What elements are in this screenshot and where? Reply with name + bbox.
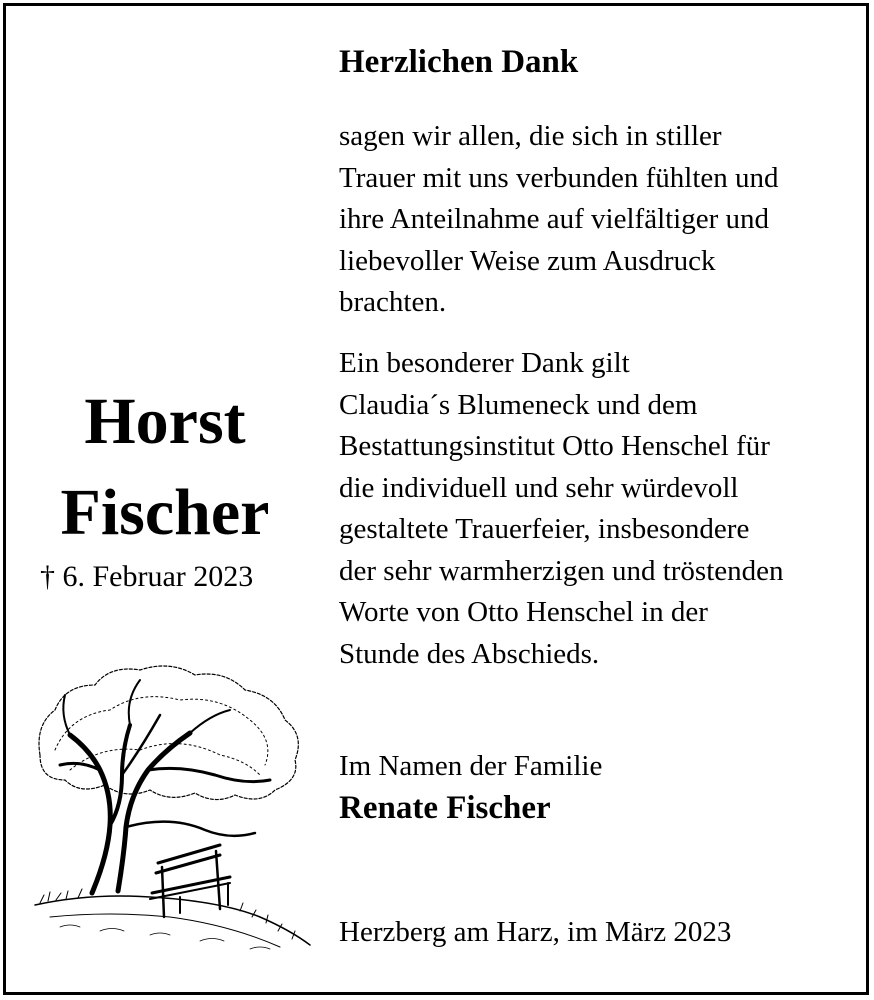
tree-with-bench-icon bbox=[30, 655, 320, 965]
thanks-heading: Herzlichen Dank bbox=[339, 44, 579, 80]
text-line: ihre Anteilnahme auf vielfältiger und bbox=[339, 203, 770, 235]
text-line: brachten. bbox=[339, 286, 447, 318]
text-line: Claudia´s Blumeneck und dem bbox=[339, 388, 698, 421]
text-line: Ein besonderer Dank gilt bbox=[339, 347, 630, 379]
deceased-first-name: Horst bbox=[84, 385, 246, 458]
deceased-last-name: Fischer bbox=[60, 476, 270, 549]
death-date: † 6. Februar 2023 bbox=[40, 560, 254, 593]
text-line: liebevoller Weise zum Ausdruck bbox=[339, 244, 716, 277]
place-and-date: Herzberg am Harz, im März 2023 bbox=[339, 916, 732, 948]
text-line: Worte von Otto Henschel in der bbox=[339, 596, 708, 628]
text-line: die individuell und sehr würdevoll bbox=[339, 471, 739, 504]
text-line: der sehr warmherzigen und tröstenden bbox=[339, 554, 784, 587]
text-line: Trauer mit uns verbunden fühlten und bbox=[339, 161, 779, 194]
text-line: gestaltete Trauerfeier, insbesondere bbox=[339, 513, 750, 545]
thanks-paragraph bbox=[339, 116, 779, 324]
text-line: sagen wir allen, die sich in stiller bbox=[339, 120, 722, 152]
family-label: Im Namen der Familie bbox=[339, 750, 603, 782]
signer-name: Renate Fischer bbox=[339, 790, 551, 826]
text-line: Stunde des Abschieds. bbox=[339, 637, 600, 670]
special-thanks-paragraph bbox=[339, 343, 784, 675]
text-line: Bestattungsinstitut Otto Henschel für bbox=[339, 430, 770, 462]
